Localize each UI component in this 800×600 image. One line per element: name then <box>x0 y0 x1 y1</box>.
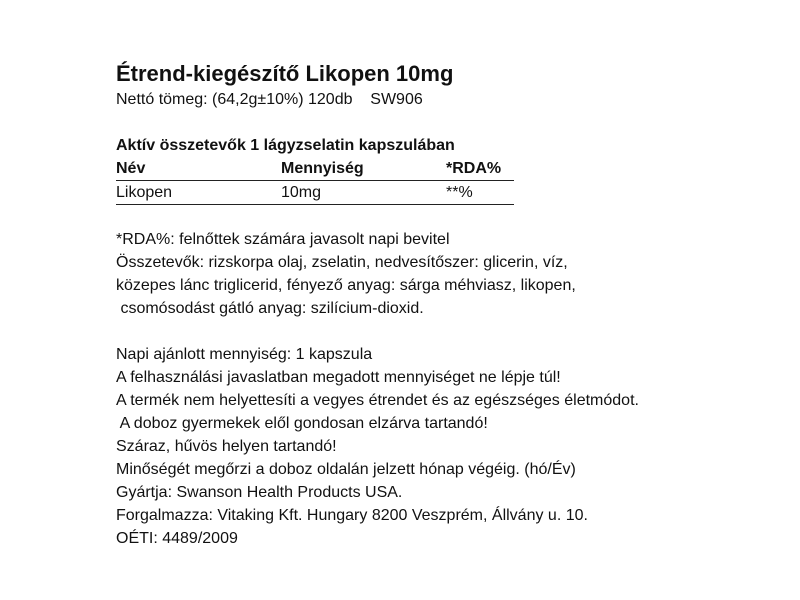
directions-line: Száraz, hűvös helyen tartandó! <box>116 438 337 455</box>
spacer <box>116 320 756 343</box>
composition-line: közepes lánc triglicerid, fényező anyag: sárga méhviasz, likopen, <box>116 277 576 294</box>
net-weight: Nettó tömeg: (64,2g±10%) 120db SW906 <box>116 91 423 108</box>
product-title: Étrend-kiegészítő Likopen 10mg <box>116 61 454 86</box>
registration-line: OÉTI: 4489/2009 <box>116 530 238 547</box>
spacer <box>116 205 756 228</box>
directions-line: A doboz gyermekek elől gondosan elzárva tartandó! <box>116 415 488 432</box>
directions-line: A felhasználási javaslatban megadott mennyiséget ne lépje túl! <box>116 369 561 386</box>
column-header-rda: *RDA% <box>446 160 502 177</box>
composition-line: csomósodást gátló anyag: szilícium-dioxid. <box>116 300 424 317</box>
column-header-amount: Mennyiség <box>281 160 364 177</box>
composition-line: Összetevők: rizskorpa olaj, zselatin, nedvesítőszer: glicerin, víz, <box>116 254 568 271</box>
rda-note: *RDA%: felnőttek számára javasolt napi bevitel <box>116 231 450 248</box>
directions-line: A termék nem helyettesíti a vegyes étrendet és az egészséges életmódot. <box>116 392 639 409</box>
product-label <box>116 60 756 550</box>
spacer <box>116 111 756 134</box>
directions-line: Minőségét megőrzi a doboz oldalán jelzett hónap végéig. (hó/Év) <box>116 461 576 478</box>
distributor-line: Forgalmazza: Vitaking Kft. Hungary 8200 Veszprém, Állvány u. 10. <box>116 507 588 524</box>
ingredients-heading: Aktív összetevők 1 lágyzselatin kapszulában <box>116 137 455 154</box>
cell-rda: **% <box>446 184 473 201</box>
table-row <box>116 181 514 205</box>
table-header-row <box>116 157 514 181</box>
directions-line: Napi ajánlott mennyiség: 1 kapszula <box>116 346 373 363</box>
cell-name: Likopen <box>116 184 173 201</box>
column-header-name: Név <box>116 160 146 177</box>
cell-amount: 10mg <box>281 184 322 201</box>
ingredients-table <box>116 157 514 205</box>
manufacturer-line: Gyártja: Swanson Health Products USA. <box>116 484 403 501</box>
